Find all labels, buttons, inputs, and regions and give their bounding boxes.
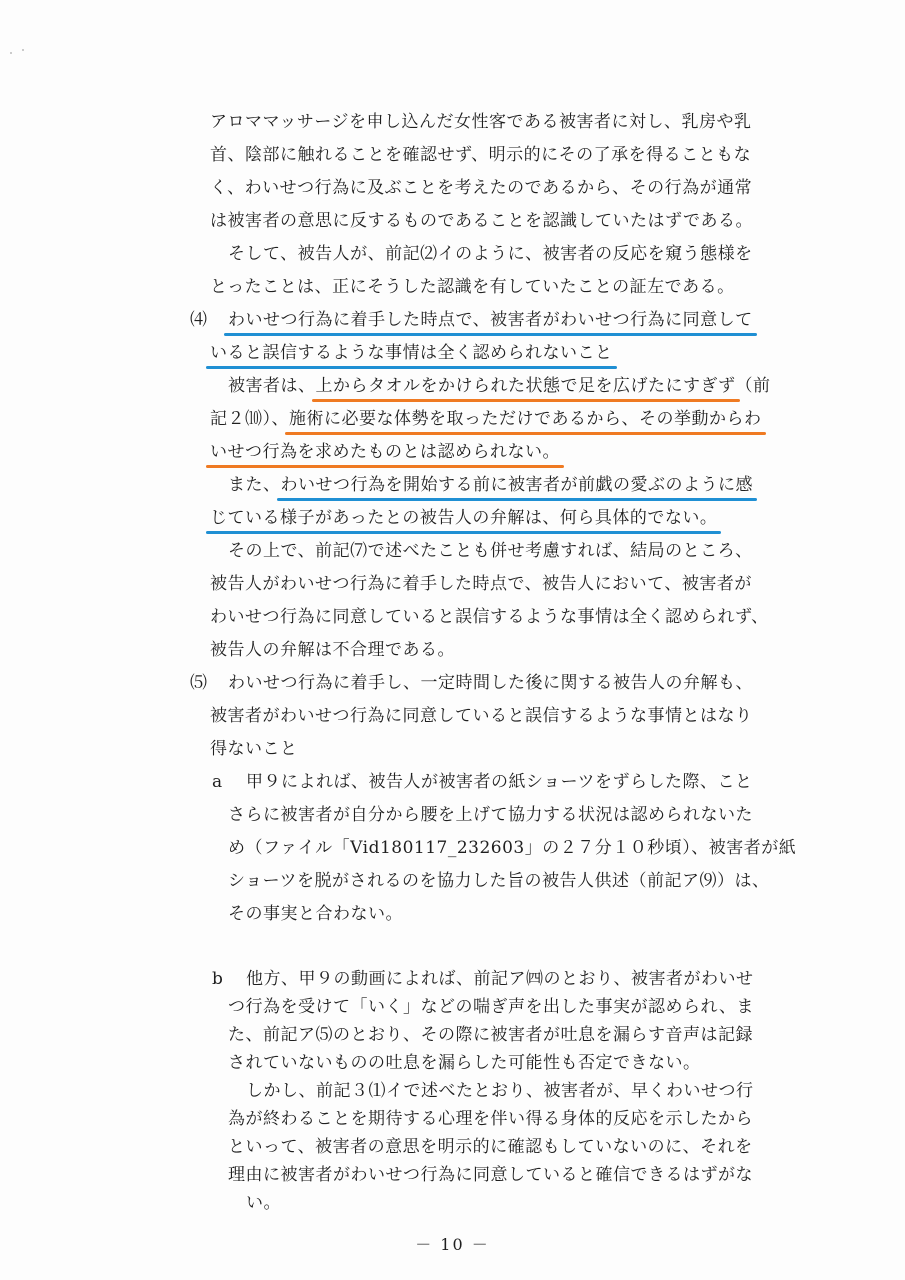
text-line: 被告人がわいせつ行為に着手した時点で、被告人において、被害者が xyxy=(210,574,752,594)
item-marker: b xyxy=(212,969,224,989)
scan-speck xyxy=(22,49,24,51)
section-marker: ⑸ xyxy=(190,673,208,693)
text-line: とったことは、正にそうした認識を有していたことの証左である。 xyxy=(210,277,735,297)
scan-speck xyxy=(10,52,12,54)
text-line: く、わいせつ行為に及ぶことを考えたのであるから、その行為が通常 xyxy=(210,178,753,198)
item-marker: a xyxy=(212,772,223,792)
highlighted-text-orange: 施術に必要な体勢を取っただけであるから、その挙動からわ xyxy=(289,409,762,429)
text-line: そして、被告人が、前記⑵イのように、被害者の反応を窺う態様を xyxy=(228,244,753,264)
highlighted-text-orange: 上からタオルをかけられた状態で足を広げたにすぎず xyxy=(315,376,736,396)
text-line: 被告人の弁解は不合理である。 xyxy=(210,640,455,660)
highlighted-text-blue: じている様子があったとの被告人の弁解は、何ら具体的でない。 xyxy=(210,508,718,528)
text-line: た、前記ア⑸のとおり、その際に被害者が吐息を漏らす音声は記録 xyxy=(228,1025,753,1045)
text-line: されていないものの吐息を漏らした可能性も否定できない。 xyxy=(228,1053,701,1073)
text-line: つ行為を受けて「いく」などの喘ぎ声を出した事実が認められ、ま xyxy=(228,997,755,1017)
text-line: 首、陰部に触れることを確認せず、明示的にその了承を得ることもな xyxy=(210,145,752,165)
text-line: といって、被害者の意思を明示的に確認もしていないのに、それを xyxy=(228,1137,753,1157)
text-line: め（ファイル「Vid180117_232603」の２７分１０秒頃）、被害者が紙 xyxy=(228,838,797,858)
text-span: 被害者は、 xyxy=(228,376,316,396)
highlighted-text-blue: わいせつ行為を開始する前に被害者が前戯の愛ぶのように感 xyxy=(280,475,753,495)
text-line: アロママッサージを申し込んだ女性客である被害者に対し、乳房や乳 xyxy=(210,112,752,132)
text-line: さらに被害者が自分から腰を上げて協力する状況は認められないた xyxy=(228,805,753,825)
text-line: その事実と合わない。 xyxy=(228,904,403,924)
text-line: 他方、甲９の動画によれば、前記ア㈣のとおり、被害者がわいせ xyxy=(246,969,754,989)
text-line: わいせつ行為に着手し、一定時間した後に関する被告人の弁解も、 xyxy=(228,673,753,693)
text-line: ショーツを脱がされるのを協力した旨の被告人供述（前記ア⑼）は、 xyxy=(228,871,770,891)
highlighted-text-blue: わいせつ行為に着手した時点で、被害者がわいせつ行為に同意して xyxy=(228,310,753,330)
text-line: その上で、前記⑺で述べたことも併せ考慮すれば、結局のところ、 xyxy=(228,541,753,561)
text-line: しかし、前記３⑴イで述べたとおり、被害者が、早くわいせつ行 xyxy=(246,1081,754,1101)
text-line: は被害者の意思に反するものであることを認識していたはずである。 xyxy=(210,211,754,231)
text-line: 得ないこと xyxy=(210,739,298,759)
text-line: 甲９によれば、被告人が被害者の紙ショーツをずらした際、こと xyxy=(246,772,753,792)
text-line: い。 xyxy=(246,1193,281,1213)
text-span: また、 xyxy=(228,475,281,495)
text-line: 為が終わることを期待する心理を伴い得る身体的反応を示したから xyxy=(228,1109,753,1129)
text-line: 被害者がわいせつ行為に同意していると誤信するような事情とはなり xyxy=(210,706,753,726)
text-span: 記２⑽）、 xyxy=(210,409,289,429)
text-span: （前 xyxy=(735,376,771,396)
section-marker: ⑷ xyxy=(190,310,208,330)
page-number: － 10 － xyxy=(415,1235,490,1254)
text-line: 理由に被害者がわいせつ行為に同意していると確信できるはずがな xyxy=(228,1165,753,1185)
highlighted-text-orange: いせつ行為を求めたものとは認められない。 xyxy=(210,442,560,462)
text-line: わいせつ行為に同意していると誤信するような事情は全く認められず、 xyxy=(210,607,769,627)
highlighted-text-blue: いると誤信するような事情は全く認められないこと xyxy=(210,343,613,363)
